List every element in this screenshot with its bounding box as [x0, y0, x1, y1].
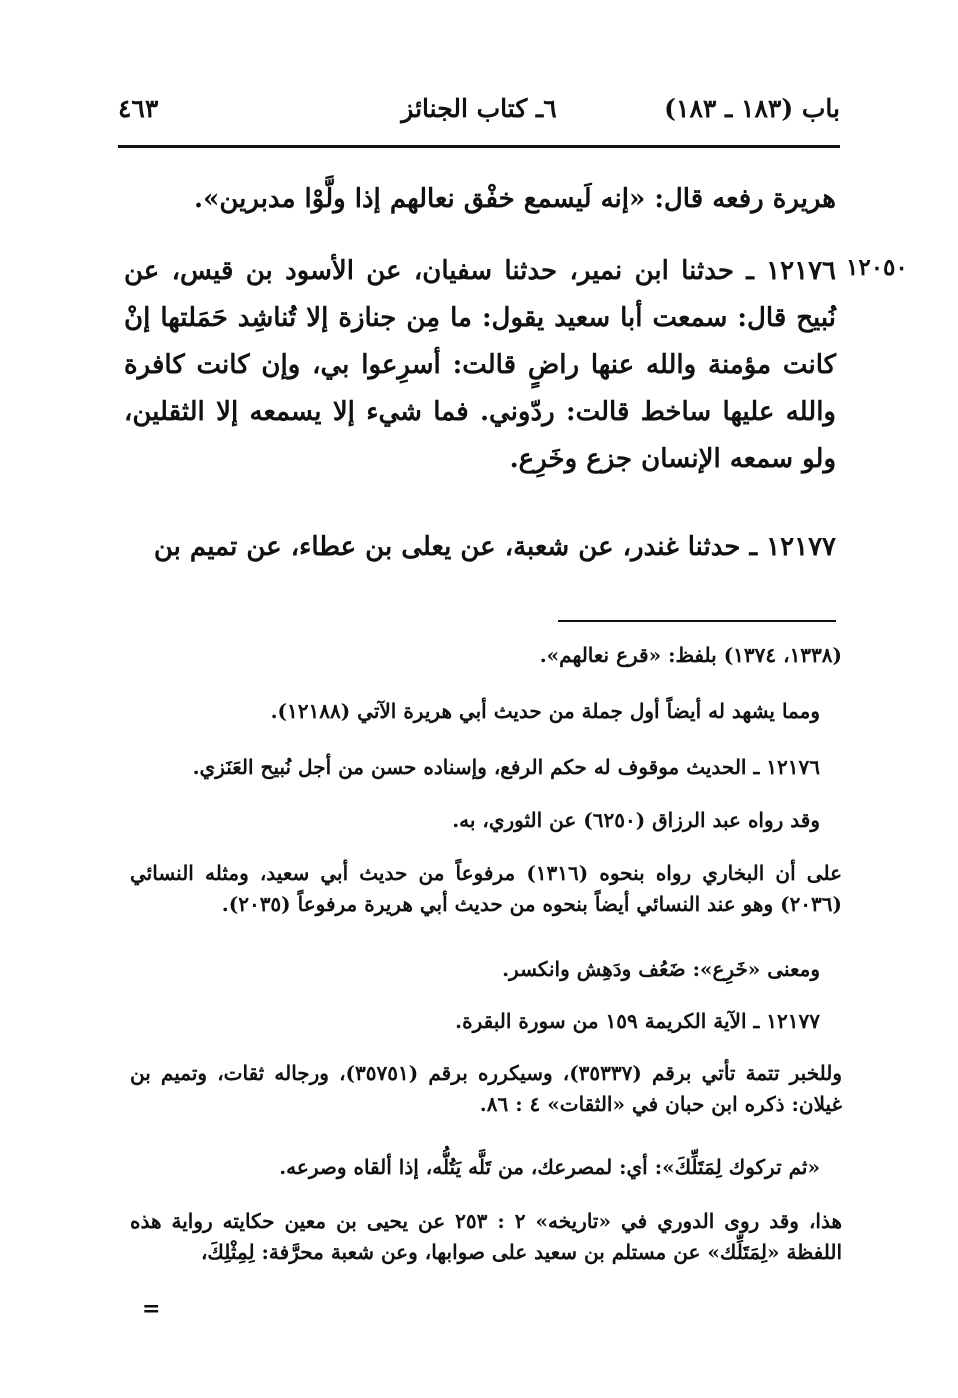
footnote-text: على أن البخاري رواه بنحوه (١٣١٦) مرفوعاً من حديث أبي سعيد، ومثله النسائي (٢٠٣٦) وهو عند النسائي أيضاً بنحوه من حديث أبي هريرة مرفوعاً (٢٠٣٥). — [130, 861, 843, 916]
hadith-12177 — [124, 524, 836, 571]
footnote-text: (١٣٣٨، ١٣٧٤) بلفظ: «قرع نعالهم». — [539, 643, 842, 667]
footnote-text: ١٢١٧٦ ـ الحديث موقوف له حكم الرفع، وإسناده حسن من أجل نُبيح العَنَزي. — [192, 755, 820, 779]
footnote-text: هذا، وقد روى الدوري في «تاريخه» ٢ : ٢٥٣ عن يحيى بن معين حكايته رواية هذه اللفظة «لِمَتَلِّك» عن مستلم بن سعيد على صوابها، وعن شعبة محرَّفة: لِمِثْلِكَ، — [130, 1209, 843, 1264]
main-paragraph: هريرة رفعه قال: «إنه لَيسمع خفْق نعالهم إذا ولَّوْا مدبرين». — [194, 184, 836, 214]
footnote-divider — [558, 620, 836, 622]
margin-number: ١٢٠٥٠ — [846, 254, 908, 281]
page-number: ٤٦٣ — [118, 94, 159, 123]
footnote-text: ١٢١٧٧ ـ الآية الكريمة ١٥٩ من سورة البقرة. — [455, 1009, 820, 1033]
chapter-heading: باب (١٨٣ ـ ١٨٣) — [664, 94, 840, 123]
main-paragraph: ١٢١٧٦ ـ حدثنا ابن نمير، حدثنا سفيان، عن الأسود بن قيس، عن نُبيح قال: سمعت أبا سعيد يقول: ما مِن جنازة إلا تُناشِد حَمَلتها إنْ كانت مؤمنة والله عنها راضٍ قالت: أسرِعوا بي، وإن كانت كافرة والله عليها ساخط قالت: ردّوني. فما شيء إلا يسمعه إلا الثقلين، ولو سمعه الإنسان جزع وخَرِع. — [124, 256, 836, 474]
footnote-text: وللخبر تتمة تأتي برقم (٣٥٣٣٧)، وسيكرره برقم (٣٥٧٥١)، ورجاله ثقات، وتميم بن غيلان: ذكره ابن حبان في «الثقات» ٤ : ٨٦. — [130, 1061, 842, 1116]
footnote-text: ومعنى «خَرِع»: ضَعُف ودَهِش وانكسر. — [502, 957, 820, 981]
hadith-12176 — [124, 248, 836, 483]
header-divider — [118, 145, 840, 148]
footnote-text: «ثم تركوك لِمَتَلِّكَ»: أي: لمصرعك، من تَلَّه يَتُلُّه، إذا ألقاه وصرعه. — [279, 1155, 820, 1179]
footnote-line — [130, 752, 820, 783]
footnote-line — [130, 1152, 820, 1183]
continuation-mark: = — [142, 1296, 161, 1322]
book-title: ٦ـ كتاب الجنائز — [401, 94, 557, 123]
footnote-text: وقد رواه عبد الرزاق (٦٢٥٠) عن الثوري، به. — [452, 808, 820, 832]
footnote-paragraph — [130, 1206, 842, 1268]
footnote-line — [130, 1006, 820, 1037]
main-text-continuation — [124, 176, 836, 223]
page-header — [118, 92, 840, 136]
footnote-line — [130, 640, 842, 671]
footnote-text: ومما يشهد له أيضاً أول جملة من حديث أبي هريرة الآتي (١٢١٨٨). — [270, 699, 820, 723]
footnote-line — [130, 805, 820, 836]
footnote-paragraph — [130, 858, 842, 920]
footnote-paragraph — [130, 1058, 842, 1120]
footnote-line — [130, 696, 820, 727]
footnote-line — [130, 954, 820, 985]
main-paragraph: ١٢١٧٧ ـ حدثنا غندر، عن شعبة، عن يعلى بن عطاء، عن تميم بن — [153, 532, 836, 562]
